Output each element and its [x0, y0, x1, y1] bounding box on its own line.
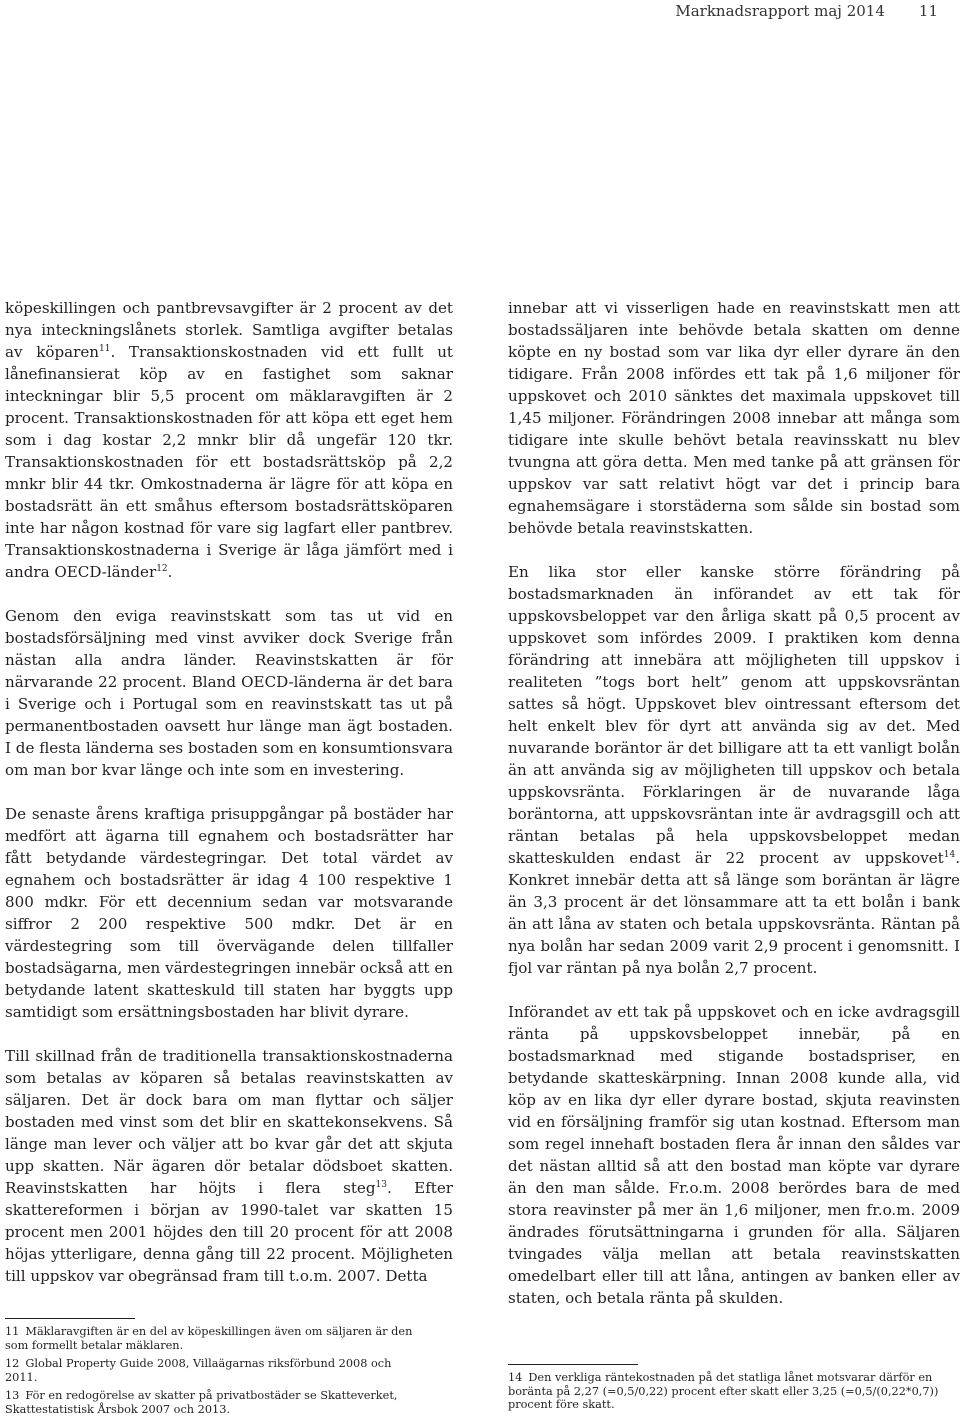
- footnote-divider: [5, 1318, 135, 1319]
- footnote: [508, 1371, 958, 1412]
- paragraph-text: Till skillnad från de traditionella transaktionskostnaderna som betalas av köparen så betalas reavinstskatten av säljaren. Det är dock bara om man flyttar och säljer bostaden med vinst som det blir en skattekonsekvens. Så länge man lever och väljer att bo kvar går det att skjuta upp skatten. När ägaren dör betalar dödsboet skatten. Reavinstskatten har höjts i flera steg: [5, 1047, 453, 1197]
- page-number: 11: [918, 2, 938, 20]
- footnote-ref: 11: [98, 343, 111, 354]
- footnote-number: 13: [5, 1389, 20, 1402]
- paragraph-text: .: [167, 563, 173, 581]
- footnotes-left: [5, 1318, 425, 1421]
- footnote: [5, 1357, 425, 1384]
- footnote-ref: 14: [943, 849, 956, 860]
- footnote-ref: 13: [375, 1179, 387, 1190]
- footnote-divider: [508, 1364, 638, 1365]
- paragraph: Genom den eviga reavinstskatt som tas ut vid en bostadsförsäljning med vinst avviker dock Sverige från nästan alla andra länder. Reavinstskatten är för närvarande 22 procent. Bland OECD-länderna är det bara i Sverige och i Portugal som en reavinstskatt tas ut på permanentbostaden oavsett hur länge man ägt bostaden. I de flesta länderna ses bostaden som en konsumtionsvara om man bor kvar länge och inte som en investering.: [5, 607, 453, 779]
- footnote-number: 14: [508, 1371, 523, 1384]
- paragraph-text: . Konkret innebär detta att så länge som boräntan är lägre än 3,3 procent är det lönsammare att ta ett bolån i bank än att låna av staten och betala uppskovsränta. Räntan på nya bolån har sedan 2009 varit 2,9 procent i genomsnitt. I fjol var räntan på nya bolån 2,7 procent.: [508, 849, 960, 977]
- paragraph: Införandet av ett tak på uppskovet och en icke avdragsgill ränta på uppskovsbeloppet innebär, på en bostadsmarknad med stigande bostadspriser, en betydande skatteskärpning. Innan 2008 kunde alla, vid köp av en lika dyr eller dyrare bostad, skjuta reavinsten vid en försäljning framför sig utan kostnad. Eftersom man som regel innehaft bostaden flera år innan den såldes var det nästan alltid så att den bostad man köpte var dyrare än den man sålde. Fr.o.m. 2008 berördes bara de med stora reavinster på mer än 1,6 miljoner, men fr.o.m. 2009 ändrades förutsättningarna i grunden för alla. Säljaren tvingades välja mellan att betala reavinstskatten omedelbart eller till att låna, antingen av banken eller av staten, och betala ränta på skulden.: [508, 1003, 960, 1307]
- report-title: Marknadsrapport maj 2014: [675, 2, 885, 20]
- left-column: [5, 297, 453, 1287]
- paragraph-text: . Efter skattereformen i början av 1990-talet var skatten 15 procent men 2001 höjdes den till 20 procent för att 2008 höjas ytterligare, denna gång till 22 procent. Möjligheten till uppskov var obegränsad fram till t.o.m. 2007. Detta: [5, 1179, 453, 1285]
- right-column: [508, 297, 960, 1309]
- paragraph-text: köpeskillingen och pantbrevsavgifter är 2 procent av det nya inteckningslånets storlek. Samtliga avgifter betalas av köparen: [5, 299, 453, 361]
- footnote-number: 12: [5, 1357, 20, 1370]
- footnote-text: Den verkliga räntekostnaden på det statliga lånet motsvarar därför en boränta på 2,27 (=0,5/0,22) procent efter skatt eller 3,25 (=0,5/(0,22*0,7)) procent före skatt.: [508, 1371, 939, 1411]
- footnote-ref: 12: [156, 563, 168, 574]
- paragraph: [508, 561, 960, 979]
- footnote-text: Mäklaravgiften är en del av köpeskillingen även om säljaren är den som formellt betalar mäklaren.: [5, 1325, 413, 1352]
- footnote: [5, 1389, 425, 1416]
- footnote-text: Global Property Guide 2008, Villaägarnas riksförbund 2008 och 2011.: [5, 1357, 392, 1384]
- footnote-text: För en redogörelse av skatter på privatbostäder se Skatteverket, Skattestatistisk Årsbok 2007 och 2013.: [5, 1389, 398, 1416]
- paragraph: [5, 297, 453, 583]
- paragraph: [5, 1045, 453, 1287]
- page-header: [675, 0, 938, 22]
- paragraph: De senaste årens kraftiga prisuppgångar på bostäder har medfört att ägarna till egnahem och bostadsrätter har fått betydande värdestegringar. Det total värdet av egnahem och bostadsrätter är idag 4 100 respektive 1 800 mdkr. För ett decennium sedan var motsvarande siffror 2 200 respektive 500 mdkr. Det är en värdestegring som till övervägande delen tillfaller bostadsägarna, men värdestegringen innebär också att en betydande latent skatteskuld till staten har byggts upp samtidigt som ersättningsbostaden har blivit dyrare.: [5, 805, 453, 1021]
- paragraph: innebar att vi visserligen hade en reavinstskatt men att bostadssäljaren inte behövde betala skatten om denne köpte en ny bostad som var lika dyr eller dyrare än den tidigare. Från 2008 infördes ett tak på 1,6 miljoner för uppskovet och 2010 sänktes det maximala uppskovet till 1,45 miljoner. Förändringen 2008 innebar att många som tidigare inte skulle behövt betala reavinsskatt nu blev tvungna att göra detta. Men med tanke på att gränsen för uppskov var satt relativt högt var det i princip bara egnahemsägare i storstäderna som sålde sin bostad som behövde betala reavinstskatten.: [508, 299, 960, 537]
- footnote: [5, 1325, 425, 1352]
- paragraph-text: . Transaktionskostnaden vid ett fullt ut lånefinansierat köp av en fastighet som saknar inteckningar blir 5,5 procent om mäklaravgiften är 2 procent. Transaktionskostnaden för att köpa ett eget hem som i dag kostar 2,2 mnkr blir då ungefär 120 tkr. Transaktionskostnaden för ett bostadsrättsköp på 2,2 mnkr blir 44 tkr. Omkostnaderna är lägre för att köpa en bostadsrätt än ett småhus eftersom bostadsrättsköparen inte har någon kostnad för vare sig lagfart eller pantbrev. Transaktionskostnaderna i Sverige är låga jämfört med i andra OECD-länder: [5, 343, 453, 581]
- footnotes-right: [508, 1364, 958, 1417]
- paragraph-text: En lika stor eller kanske större förändring på bostadsmarknaden än införandet av ett tak för uppskovsbeloppet var den årliga skatt på 0,5 procent av uppskovet som infördes 2009. I praktiken kom denna förändring att innebära att möjligheten till uppskov i realiteten ”togs bort helt” genom att uppskovsräntan sattes så högt. Uppskovet blev ointressant eftersom det helt enkelt blev för dyrt att använda sig av det. Med nuvarande boräntor är det billigare att ta ett vanligt bolån än att använda sig av möjligheten till uppskov och betala uppskovsränta. Förklaringen är de nuvarande låga boräntorna, att uppskovsräntan inte är avdragsgill och att räntan betalas på hela uppskovsbeloppet medan skatteskulden endast är 22 procent av uppskovet: [508, 563, 960, 867]
- footnote-number: 11: [5, 1325, 20, 1338]
